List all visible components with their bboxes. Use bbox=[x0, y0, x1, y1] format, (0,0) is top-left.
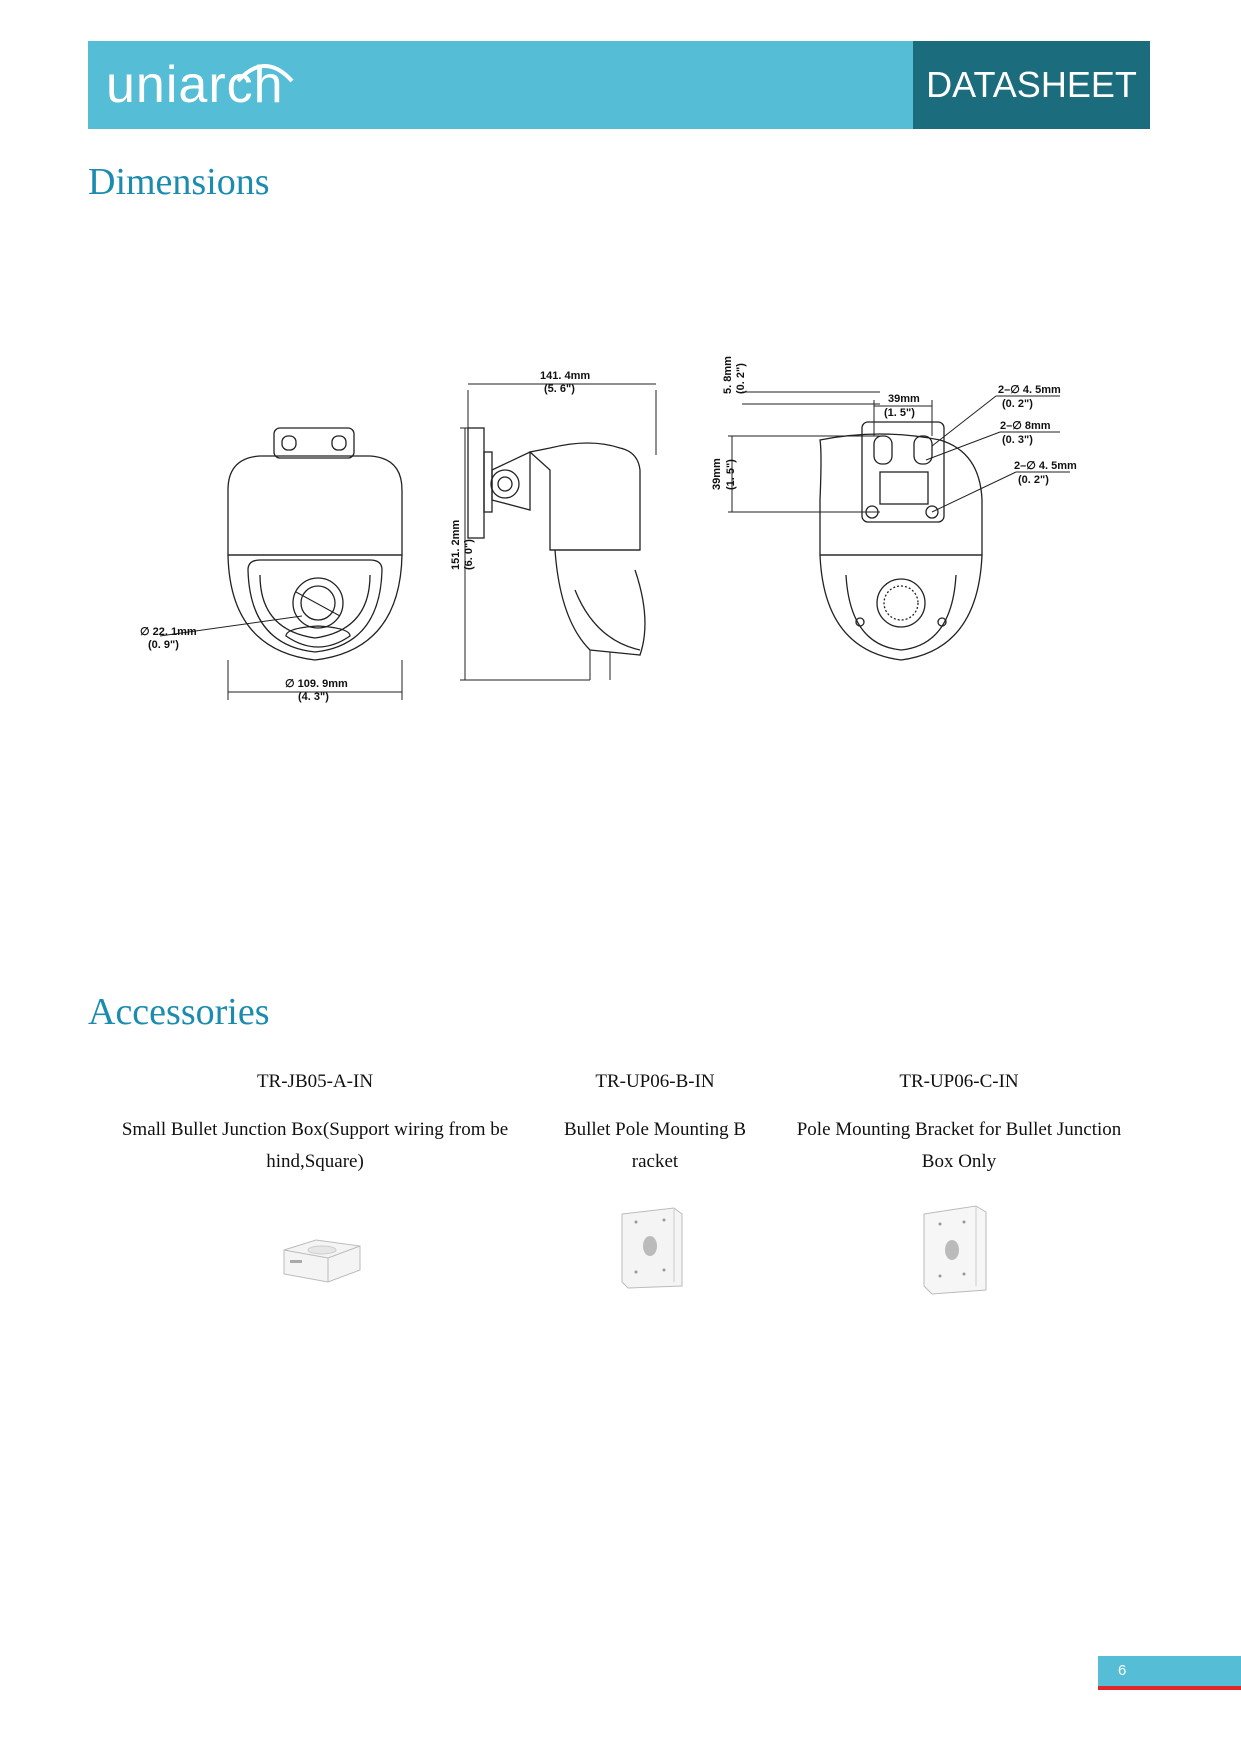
accessories-heading: Accessories bbox=[88, 991, 270, 1033]
dim-offset-in: (0. 2") bbox=[735, 363, 747, 394]
logo-arc-icon bbox=[234, 55, 296, 85]
side-view bbox=[450, 370, 656, 680]
accessory-item bbox=[540, 1068, 770, 1178]
dim-bracket-h-mm: 39mm bbox=[711, 458, 723, 490]
junction-box-image bbox=[280, 1232, 364, 1286]
accessory-description bbox=[540, 1114, 770, 1178]
dim-bracket-w-in: (1. 5") bbox=[884, 407, 915, 419]
accessory-desc-line: Pole Mounting Bracket for Bullet Junction bbox=[796, 1119, 1122, 1140]
accessory-description bbox=[100, 1114, 530, 1178]
front-view bbox=[140, 428, 402, 703]
dim-hole1-in: (0. 2") bbox=[1002, 398, 1033, 410]
dim-hole3-mm: 2–∅ 4. 5mm bbox=[1014, 460, 1077, 472]
page-number-box bbox=[1098, 1656, 1241, 1686]
accessory-desc-line: Small Bullet Junction Box(Support wiring from be bbox=[121, 1119, 509, 1140]
accessory-code: TR-UP06-C-IN bbox=[899, 1071, 1019, 1092]
dim-width-mm: 141. 4mm bbox=[540, 370, 591, 382]
logo-text: uniarch bbox=[106, 56, 284, 114]
dim-offset-mm: 5. 8mm bbox=[722, 356, 734, 394]
dim-lens-in: (0. 9") bbox=[148, 639, 179, 651]
page-number: 6 bbox=[1118, 1662, 1127, 1679]
accessory-desc-line: Bullet Pole Mounting B bbox=[563, 1119, 747, 1140]
accessory-code: TR-JB05-A-IN bbox=[256, 1071, 374, 1092]
dim-bracket-w-mm: 39mm bbox=[888, 393, 920, 405]
dim-width-in: (5. 6") bbox=[544, 383, 575, 395]
accessory-item bbox=[100, 1068, 530, 1178]
accessory-description bbox=[776, 1114, 1142, 1178]
dim-height-mm: 151. 2mm bbox=[450, 519, 462, 570]
datasheet-label: DATASHEET bbox=[926, 64, 1137, 105]
accessory-desc-line: hind,Square) bbox=[266, 1151, 364, 1172]
pole-bracket-b-image bbox=[616, 1206, 688, 1290]
rear-view bbox=[711, 356, 1077, 660]
pole-bracket-c-image bbox=[918, 1204, 992, 1296]
dim-lens-mm: ∅ 22. 1mm bbox=[140, 626, 197, 638]
dim-dome-mm: ∅ 109. 9mm bbox=[285, 678, 348, 690]
accessory-desc-line: racket bbox=[631, 1151, 679, 1172]
header-banner bbox=[88, 41, 1150, 129]
dim-hole2-in: (0. 3") bbox=[1002, 434, 1033, 446]
page-number-underline bbox=[1098, 1686, 1241, 1690]
dim-hole2-mm: 2–∅ 8mm bbox=[1000, 420, 1051, 432]
dimension-drawing bbox=[120, 356, 1077, 740]
dim-height-in: (6. 0") bbox=[463, 539, 475, 570]
dim-bracket-h-in: (1. 5") bbox=[725, 459, 737, 490]
dimensions-heading: Dimensions bbox=[88, 161, 270, 203]
datasheet-badge bbox=[913, 41, 1150, 129]
dim-hole1-mm: 2–∅ 4. 5mm bbox=[998, 384, 1061, 396]
brand-logo bbox=[106, 55, 284, 115]
accessory-code: TR-UP06-B-IN bbox=[595, 1071, 715, 1092]
dim-dome-in: (4. 3") bbox=[298, 691, 329, 703]
accessory-item bbox=[776, 1068, 1142, 1178]
accessory-desc-line: Box Only bbox=[921, 1151, 997, 1172]
dim-hole3-in: (0. 2") bbox=[1018, 474, 1049, 486]
